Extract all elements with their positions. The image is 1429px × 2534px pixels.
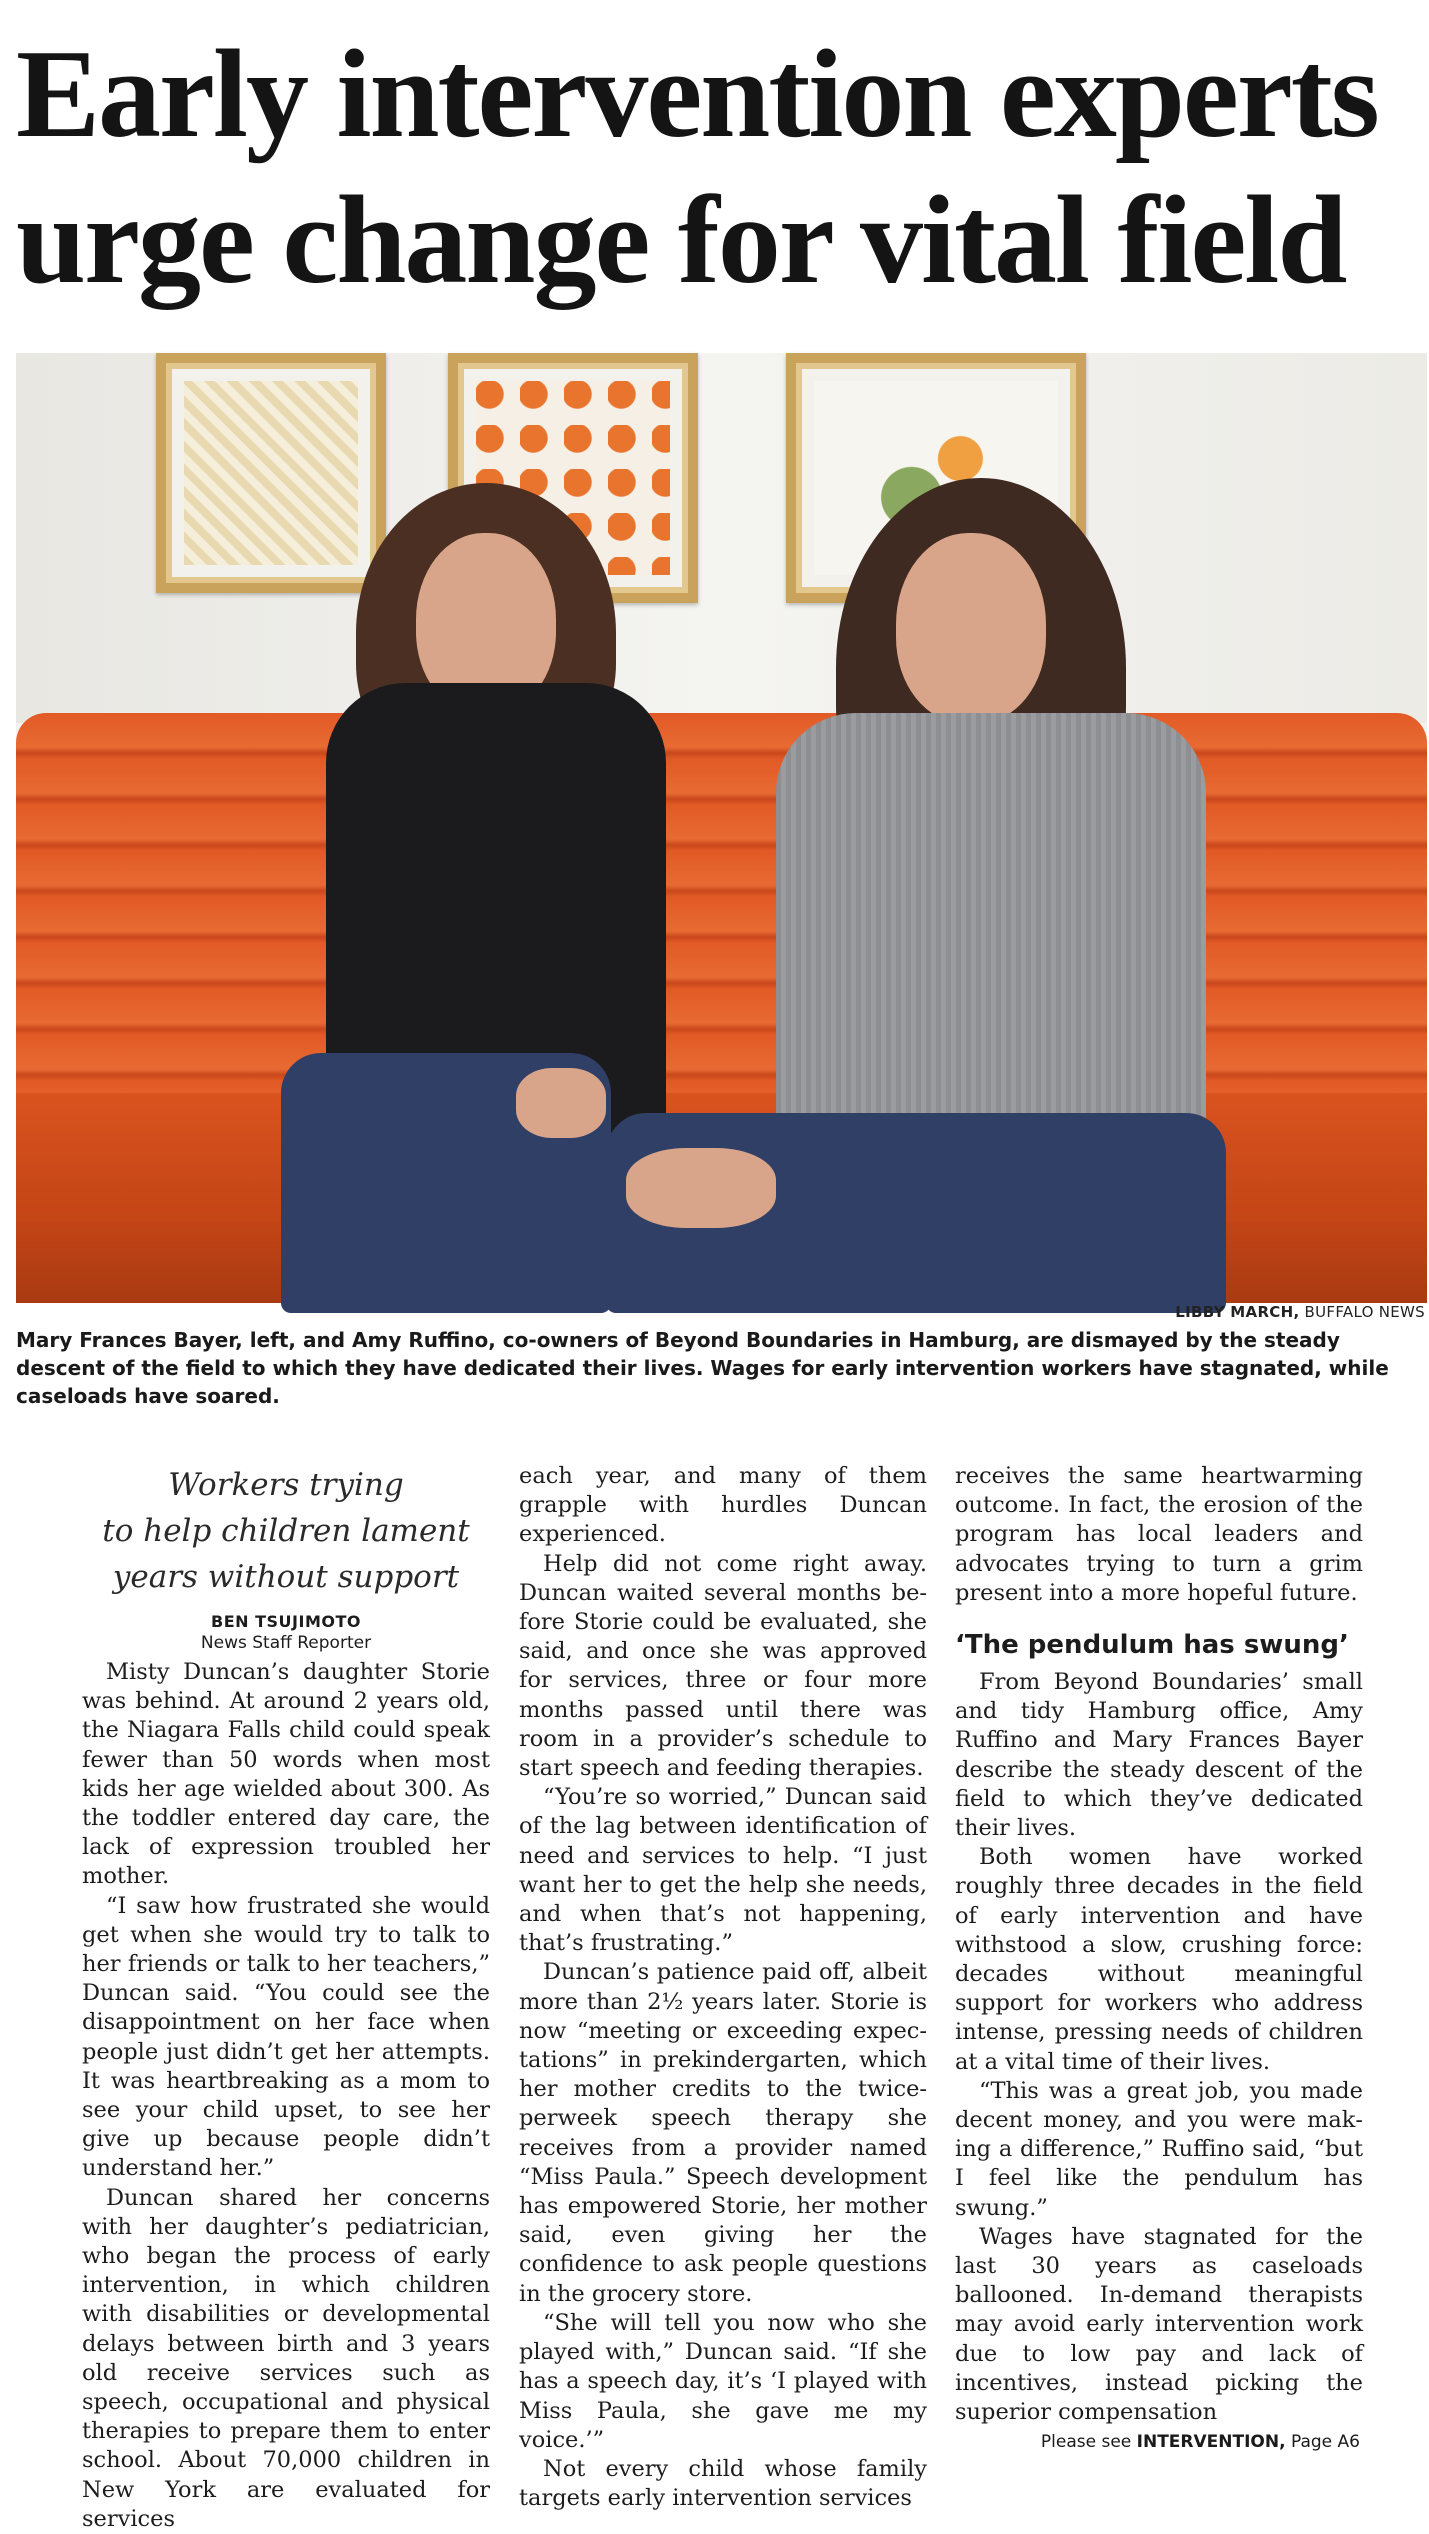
jump-prefix: Please see [1040, 2432, 1132, 2452]
jump-line [1040, 2432, 1360, 2452]
photo-frame-left [156, 353, 386, 593]
headline-line-2: urge change for vital field [16, 171, 1346, 310]
article-column-3 [955, 1462, 1363, 2427]
photo-credit-outlet: BUFFALO NEWS [1304, 1303, 1425, 1321]
orange-sofa-back [16, 713, 1427, 1133]
lead-photo [16, 353, 1427, 1296]
byline-role: News Staff Reporter [200, 1633, 372, 1653]
paragraph: receives the same heartwarming outcome. In fact, the erosion of the program has local leaders and advocates trying to turn a grim present into a more hopeful future. [955, 1463, 1363, 1606]
photo-credit-name: LIBBY MARCH, [1175, 1303, 1300, 1321]
paragraph: Misty Duncan’s daughter Storie was behind. At around 2 years old, the Niagara Falls child could speak fewer than 50 words when most kids her age wielded about 300. As the toddler entered day care, the lack of expression troubled her mother. [82, 1659, 490, 1890]
paragraph: “I saw how frustrated she would get when she would try to talk to her friends or talk to her teachers,” Duncan said. “You could see the disappointment on her face when people just didn’t get her attempts. It was heartbreaking as a mom to see your child upset, to see her give up because people didn’t understand her.” [82, 1892, 490, 2182]
headline [16, 22, 1416, 314]
headline-line-1: Early intervention experts [16, 25, 1378, 164]
deck-line-3: years without support [112, 1559, 460, 1595]
paragraph: “She will tell you now who she played with,” Duncan said. “If she has a speech day, it’s ‘I played with Miss Paula, she gave me my voice.’” [519, 2309, 927, 2453]
paragraph: “You’re so worried,” Duncan said of the lag between identification of need and services to help. “I just want her to get the help she needs, and when that’s not happening, that’s frustrating.” [519, 1784, 927, 1957]
jump-page: Page A6 [1290, 2432, 1360, 2452]
paragraph: Help did not come right away. Duncan waited several months before Storie could be evaluated, she said, and once she was approved for services, three or four more months passed until there was room in a provider’s schedule to start speech and feeding therapies. [519, 1550, 927, 1782]
deck-line-1: Workers trying [168, 1467, 404, 1503]
photo-credit [1175, 1303, 1425, 1321]
paragraph: From Beyond Boundaries’ small and tidy Hamburg office, Amy Ruffino and Mary Frances Bayer describe the steady descent of the field to which they’ve dedicated their lives. [955, 1669, 1363, 1842]
paragraph: Duncan’s patience paid off, albeit more than 2½ years later. Storie is now “meeting or exceeding expectations” in prekindergarten, which her mother credits to the twice-perweek speech therapy she receives from a provider named “Miss Paula.” Speech development has empowered Storie, her mother said, even giving her the confidence to ask people questions in the grocery store. [519, 1959, 927, 2307]
paragraph: each year, and many of them grapple with hurdles Duncan experienced. [519, 1463, 927, 1548]
paragraph: Both women have worked roughly three decades in the field of early intervention and have withstood a slow, crushing force: decades without meaningful support for workers who address intense, pressing needs of children at a vital time of their lives. [955, 1844, 1363, 2075]
subhead: ‘The pendulum has swung’ [955, 1630, 1349, 1661]
paragraph: “This was a great job, you made decent money, and you were making a difference,” Ruffino said, “but I feel like the pendulum has swung.” [955, 2077, 1363, 2221]
paragraph: Duncan shared her concerns with her daughter’s pediatrician, who began the process of early intervention, in which children with disabilities or developmental delays between birth and 3 years old receive services such as speech, occupational and physical therapies to prepare them to enter school. About 70,000 children in New York are evaluated for services [82, 2184, 490, 2532]
article-column-1 [82, 1462, 490, 2534]
photo-caption: Mary Frances Bayer, left, and Amy Ruffino, co-owners of Beyond Boundaries in Hamburg, are dismayed by the steady descent of the field to which they have dedicated their lives. Wages for early intervention workers have stagnated, while caseloads have soared. [16, 1328, 1389, 1408]
paragraph: Wages have stagnated for the last 30 years as caseloads ballooned. In-demand therapists may avoid early intervention work due to low pay and lack of incentives, instead picking the superior compensation [955, 2223, 1363, 2426]
byline-name: BEN TSUJIMOTO [211, 1612, 361, 1631]
jump-keyword: INTERVENTION, [1136, 2432, 1286, 2452]
article-column-2 [519, 1462, 927, 2513]
deck [82, 1462, 490, 1600]
paragraph: Not every child whose family targets early intervention services [519, 2455, 927, 2512]
deck-line-2: to help children lament [102, 1513, 470, 1549]
